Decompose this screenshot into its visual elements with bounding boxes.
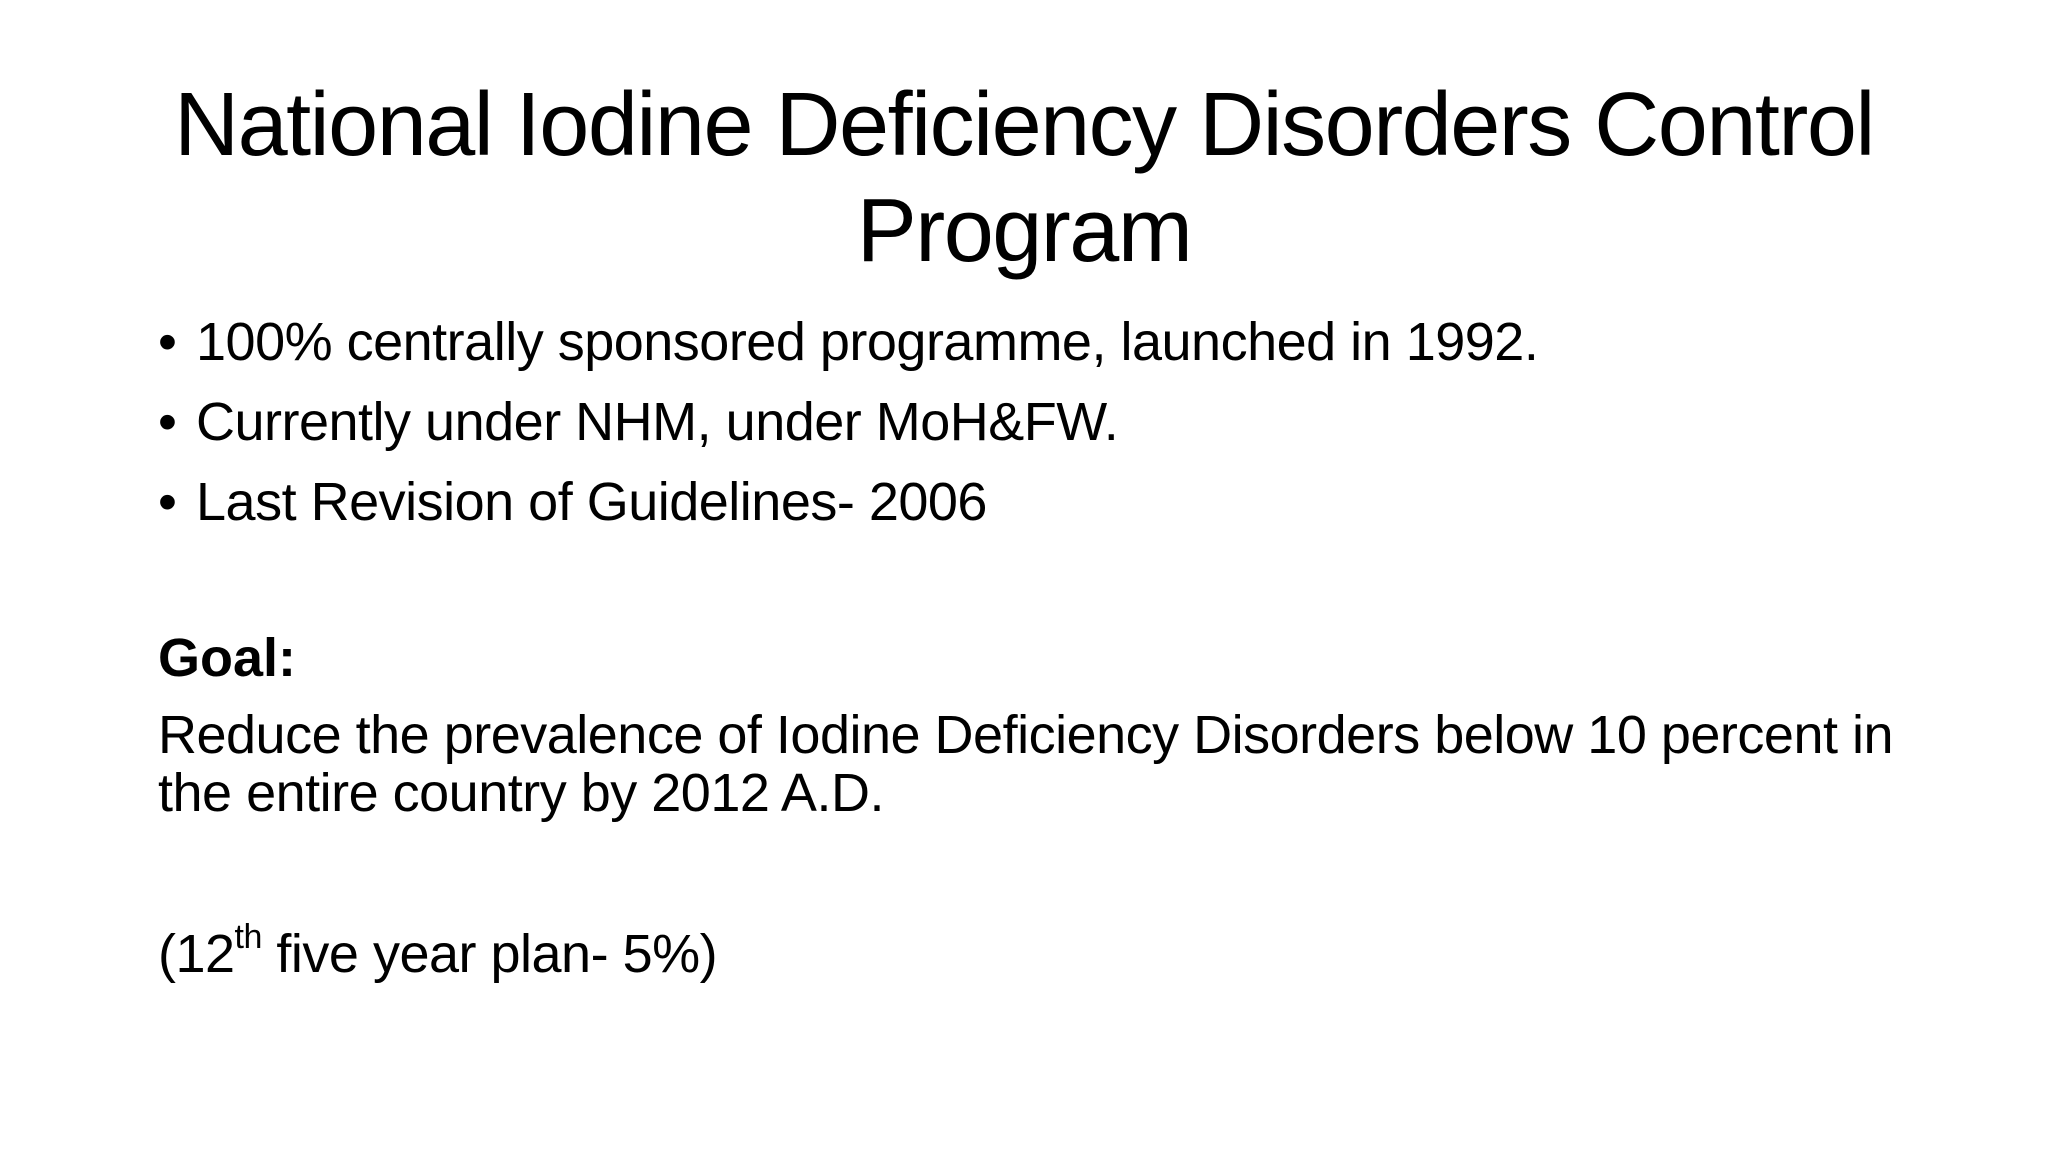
bullet-text: 100% centrally sponsored programme, launched in 1992.	[196, 312, 1539, 372]
bullet-list	[158, 310, 1538, 550]
plan-note-rest: five year plan- 5%)	[261, 924, 718, 984]
bullet-text: Last Revision of Guidelines- 2006	[196, 472, 987, 532]
plan-note	[158, 918, 718, 986]
plan-note-superscript: th	[234, 918, 262, 957]
slide-title: National Iodine Deficiency Disorders Control Program	[174, 75, 1874, 281]
goal-heading: Goal:	[158, 628, 297, 688]
bullet-text: Currently under NHM, under MoH&FW.	[196, 392, 1119, 452]
bullet-icon: •	[158, 312, 177, 372]
bullet-item	[158, 470, 1538, 534]
bullet-icon: •	[158, 392, 177, 452]
bullet-icon: •	[158, 472, 177, 532]
bullet-item	[158, 390, 1538, 454]
plan-note-open: (12	[158, 924, 235, 984]
goal-text: Reduce the prevalence of Iodine Deficiency Disorders below 10 percent in the entire country by 2012 A.D.	[158, 705, 1894, 823]
bullet-item	[158, 310, 1538, 374]
